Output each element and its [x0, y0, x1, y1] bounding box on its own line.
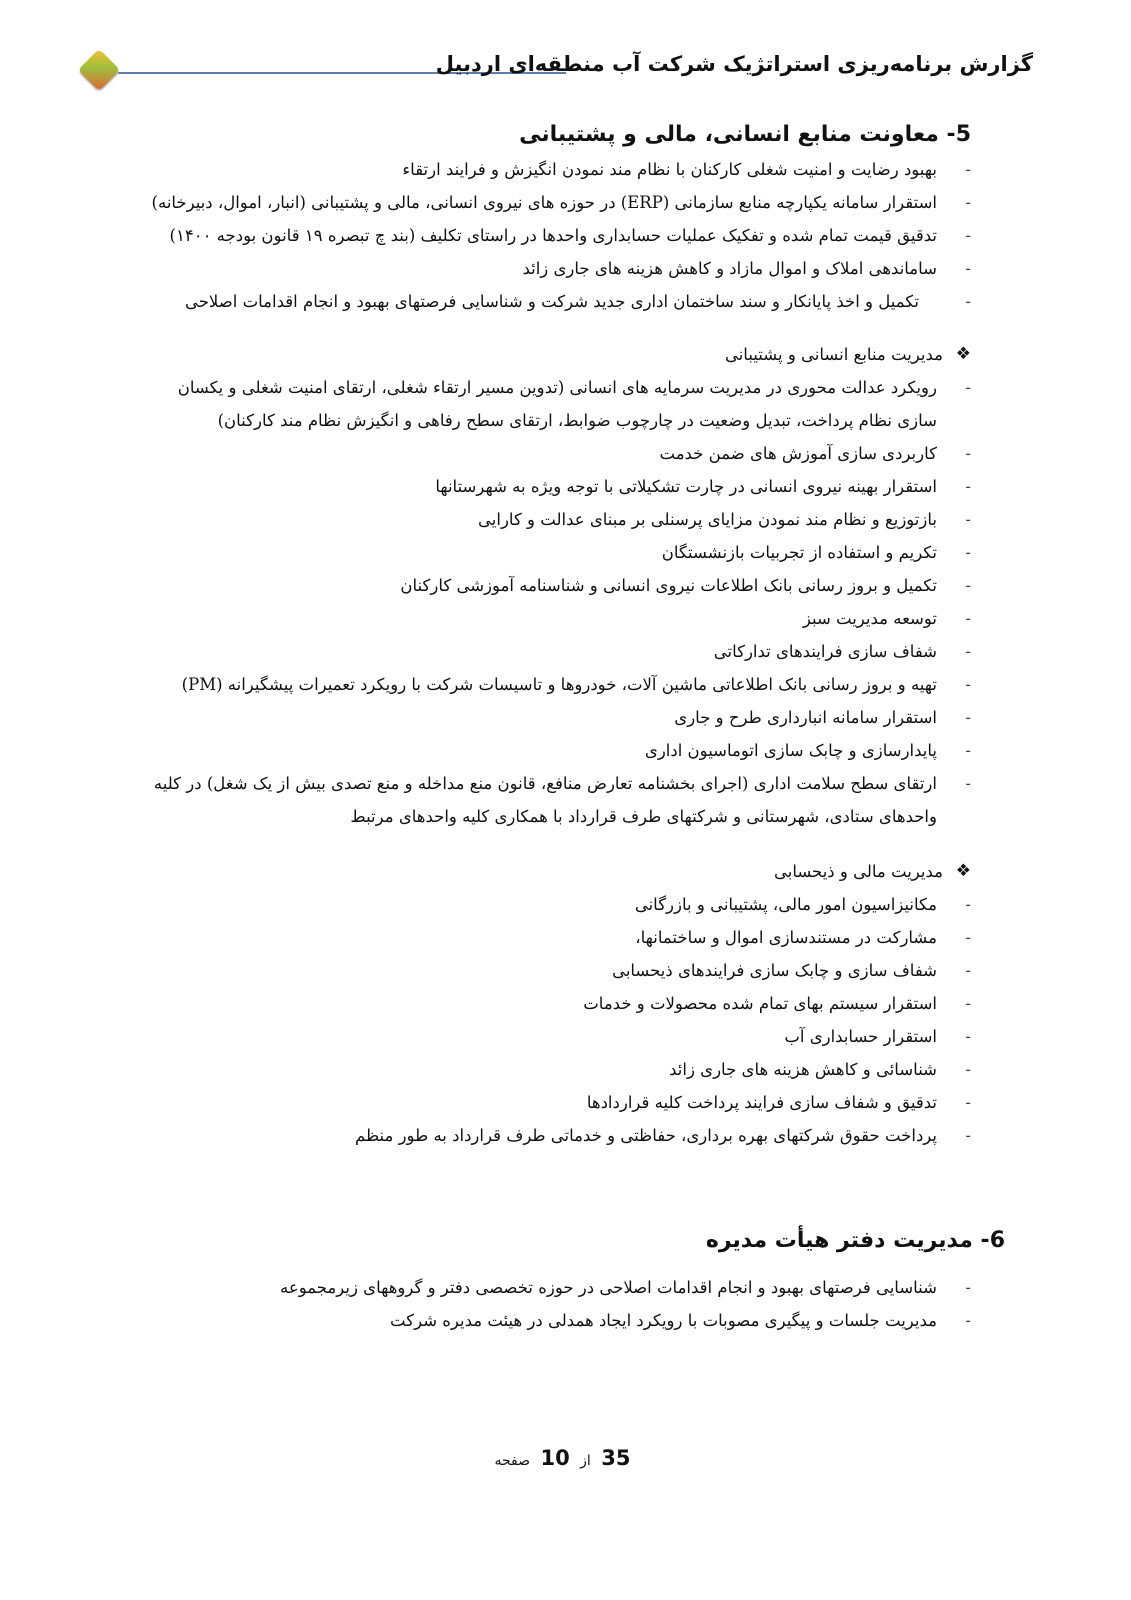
finance-list — [141, 888, 971, 1152]
header-logo-diamond — [78, 49, 120, 91]
list-item: - استقرار سامانه انبارداری طرح و جاری — [141, 701, 971, 734]
finance-subheading — [141, 855, 971, 888]
list-item: - استقرار بهینه نیروی انسانی در چارت تشکیلاتی با توجه ویژه به شهرستانها — [141, 470, 971, 503]
list-item: - ارتقای سطح سلامت اداری (اجرای بخشنامه تعارض منافع، قانون منع مداخله و منع تصدی بیش از یک شغل) در کلیه واحدهای ستادی، شهرستانی و شرکتهای طرف قرارداد با همکاری کلیه واحدهای مرتبط — [141, 767, 971, 833]
section-5-heading: 5- معاونت منابع انسانی، مالی و پشتیبانی — [519, 122, 971, 147]
footer-word-page: صفحه — [494, 1453, 531, 1469]
section-6-list — [141, 1271, 971, 1337]
section-6 — [141, 1228, 1005, 1337]
list-item: - شفاف سازی فرایندهای تدارکاتی — [141, 635, 971, 668]
section-6-heading: 6- مدیریت دفتر هیأت مدیره — [705, 1228, 1005, 1253]
list-item: - مشارکت در مستندسازی اموال و ساختمانها، — [141, 921, 971, 954]
page-content — [141, 122, 971, 1152]
list-item: - بازتوزیع و نظام مند نمودن مزایای پرسنلی بر مبنای عدالت و کارایی — [141, 503, 971, 536]
list-item: - استقرار حسابداری آب — [141, 1020, 971, 1053]
hr-list — [141, 371, 971, 833]
page-footer — [0, 1446, 1131, 1470]
list-item: - مکانیزاسیون امور مالی، پشتیبانی و بازرگانی — [141, 888, 971, 921]
list-item: - استقرار سامانه یکپارچه منابع سازمانی (ERP) در حوزه های نیروی انسانی، مالی و پشتیبانی (انبار، اموال، دبیرخانه) — [141, 186, 971, 219]
list-item: - پرداخت حقوق شرکتهای بهره برداری، حفاظتی و خدماتی طرف قرارداد به طور منظم — [141, 1119, 971, 1152]
hr-subheading — [141, 338, 971, 371]
footer-word-of: از — [580, 1453, 591, 1469]
list-item: - تدقیق قیمت تمام شده و تفکیک عملیات حسابداری واحدها در راستای تکلیف (بند چ تبصره ۱۹ قانون بودجه ۱۴۰۰) — [141, 219, 971, 252]
list-item: - کاربردی سازی آموزش های ضمن خدمت — [141, 437, 971, 470]
list-item: - مدیریت جلسات و پیگیری مصوبات با رویکرد ایجاد همدلی در هیئت مدیره شرکت — [141, 1304, 971, 1337]
list-item: - شناسایی فرصتهای بهبود و انجام اقدامات اصلاحی در حوزه تخصصی دفتر و گروههای زیرمجموعه — [141, 1271, 971, 1304]
total-pages-number: 10 — [540, 1446, 570, 1470]
four-diamond-bullet-icon: ❖ — [955, 861, 971, 881]
list-item: - پایدارسازی و چابک سازی اتوماسیون اداری — [141, 734, 971, 767]
section-5-list — [141, 153, 971, 318]
list-item: - شناسائی و کاهش هزینه های جاری زائد — [141, 1053, 971, 1086]
hr-subheading-label: مدیریت منابع انسانی و پشتیبانی — [724, 345, 943, 364]
current-page-number: 35 — [601, 1446, 631, 1470]
list-item: - استقرار سیستم بهای تمام شده محصولات و خدمات — [141, 987, 971, 1020]
list-item: - تکریم و استفاده از تجربیات بازنشستگان — [141, 536, 971, 569]
list-item: - تدقیق و شفاف سازی فرایند پرداخت کلیه قراردادها — [141, 1086, 971, 1119]
four-diamond-bullet-icon: ❖ — [955, 344, 971, 364]
list-item: - تکمیل و اخذ پایانکار و سند ساختمان اداری جدید شرکت و شناسایی فرصتهای بهبود و انجام اقدامات اصلاحی — [141, 285, 971, 318]
list-item: - تهیه و بروز رسانی بانک اطلاعاتی ماشین آلات، خودروها و تاسیسات شرکت با رویکرد تعمیرات پیشگیرانه (PM) — [141, 668, 971, 701]
list-item: - تکمیل و بروز رسانی بانک اطلاعات نیروی انسانی و شناسنامه آموزشی کارکنان — [141, 569, 971, 602]
list-item: - ساماندهی املاک و اموال مازاد و کاهش هزینه های جاری زائد — [141, 252, 971, 285]
list-item: - رویکرد عدالت محوری در مدیریت سرمایه های انسانی (تدوین مسیر ارتقاء شغلی، ارتقای امنیت شغلی و یکسان سازی نظام پرداخت، تبدیل وضعیت در چارچوب ضوابط، ارتقای سطح رفاهی و انگیزش نظام مند کارکنان) — [141, 371, 971, 437]
report-title: گزارش برنامه‌ریزی استراتژیک شرکت آب منطقه‌ای اردبیل — [435, 52, 1033, 76]
list-item: - بهبود رضایت و امنیت شغلی کارکنان با نظام مند نمودن انگیزش و فرایند ارتقاء — [141, 153, 971, 186]
finance-subheading-label: مدیریت مالی و ذیحسابی — [773, 862, 943, 881]
list-item: - شفاف سازی و چابک سازی فرایندهای ذیحسابی — [141, 954, 971, 987]
list-item: - توسعه مدیریت سبز — [141, 602, 971, 635]
